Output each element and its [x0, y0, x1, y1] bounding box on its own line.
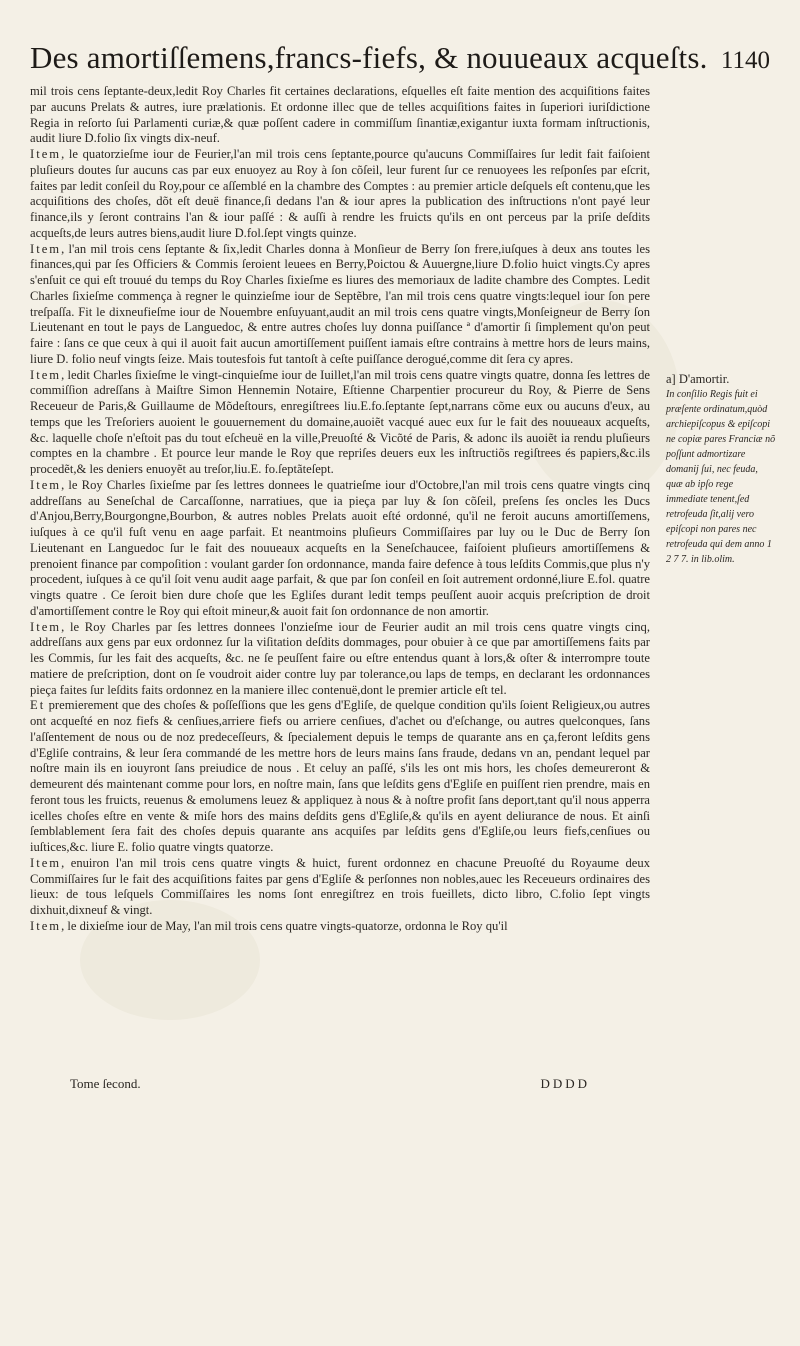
paragraph — [30, 147, 650, 242]
margin-note-label: a] D'amortir. — [666, 372, 730, 386]
running-title: Des amortiſſemens,francs-fiefs, & nouueaux acqueſts. — [30, 40, 708, 75]
paragraph — [30, 919, 650, 935]
paragraph — [30, 84, 650, 147]
paragraph-text: premierement que des choſes & poſſeſſions que les gens d'Egliſe, de quelque condition qu'ils ſoient Religieux,ou autres ont acqueſté en noz fiefs & cenſiues,arriere fiefs ou arriere cenſiues, d'achet ou d'eſchange, ou autres quelconques, ſans l'aſſentement de nous ou de noz predeceſſeurs, & ſpecialement depuis le temps de quarante ans en ça,feront leſdits gens d'Egliſe contrains, & leur ſera commandé de les mettre hors de leurs mains ſans fraude, dedans vn an, pendant lequel par noſtre main ils en iouyront ſans preiudice de nous . Et celuy an paſſé, s'ils les ont mis hors, les choſes demeureront & demeurent dés maintenant comme pour lors, en noſtre main, ſans que leſdits gens d'Egliſe en puiſſent rien prendre, mais en feront tous les fruicts, reuenus & emolumens leuez & appliquez à nous & à noſtre profit ſans deport,tant qu'il nous apperra icelles choſes eſtre en vente & miſe hors des mains deſdits gens d'Egliſe,& qu'ils en ayent deliurance de nous. Et ainſi ſemblablement ſera fait des choſes depuis quarante ans acquiſes par leſdits gens d'Egliſe,ou leurs fiefs,cenſiues ou iuſtices,&c. liure E. folio quatre vingts quatorze. — [30, 698, 650, 854]
margin-note — [666, 372, 776, 567]
paragraph-text: mil trois cens ſeptante-deux,ledit Roy Charles fit certaines declarations, eſquelles eſt faite mention des acquiſitions faites par aucuns Prelats & autres, iure prælationis. Et ordonne illec que de telles acquiſitions faites in ſuperiori iuriſdictione Regia in reſorto ſui Parlamenti curiæ,& quæ poſſent cadere in commiſſum ſinantiæ,exigantur iuxta formam inſtructionis, audit liure D.folio ſix vingts dix-neuf. — [30, 84, 650, 146]
signature-mark: DDDD — [540, 1076, 590, 1091]
paragraph-text: , le Roy Charles ſixieſme par ſes lettres donnees le quatrieſme iour d'Octobre,l'an mil trois cens quatre vingts cinq addreſſans au Seneſchal de Carcaſſonne, narratiues, que ia pieça par luy & ſon cõſeil, preſens ſes oncles les Ducs d'Anjou,Berry,Bourgongne,Bourbon, & autres nobles Prelats auoit eſté ordonné, qu'il ne feroit aucuns amortiſſemens, iuſques à ce qu'il fuſt venu en aage parfait. Et neantmoins pluſieurs Commiſſaires par luy ou le Duc de Berry ſon Lieutenant en Languedoc ſur le fait des nouueaux acqueſts en la Seneſchaucee, faiſoient pluſieurs amortiſſemens & prenoient finance par compoſition : voulant garder ſon ordonnance, manda faire defence à tous leſdits Commis,que plus n'y procedent, iuſques à ce qu'il ſoit venu audit aage parfait, & que par ſon conſeil en ſoit autrement ordonné,liure E.fol. quatre vingts quatre . Ce ſeroit bien dure choſe que les Egliſes durant ledit temps peuſſent auoir acquis preſcription de droit d'amortiſſement contre le Roy qui eſtoit mineur,& auoit fait ſon ordonnance de non amortir. — [30, 477, 650, 618]
page-footer — [70, 1076, 630, 1092]
paragraph-lead: Item — [30, 918, 62, 933]
paragraph-lead: Item — [30, 619, 62, 634]
paragraph-text: , ledit Charles ſixieſme le vingt-cinquieſme iour de Iuillet,l'an mil trois cens quatre vingts quatre, donna ſes lettres de commiſſion adreſſans à Maiſtre Simon Hennemin Notaire, Eſtienne Charpentier procureur du Roy, & Pierre de Sens Receueur de Paris,& Guillaume de Mõdeſtours, enregiſtrees liu.E.fo.ſeptante ſept,narrans cõme eux ou aucuns d'eux, au temps que les Treſoriers auoient le gouuernement du domaine,auoiẽt vacqué auec eux ſur le fait des nouueaux acqueſts, &c. laquelle choſe n'eſtoit pas du tout eſcheuë en la ville,Preuoſté & Vicõté de Paris, & adonc ils auoiẽt ia rendu pluſieurs comptes en la chambre . Et pource leur mande le Roy que repriſes deuers eux les inſtructiõs regiſtrees és papiers,&c.ils procedẽt,& les deniers enuoyẽt au treſor,liu.E. fo.ſeptãteſept. — [30, 367, 650, 476]
main-text — [30, 84, 650, 935]
paragraph-text: , le dixieſme iour de May, l'an mil trois cens quatre vingts-quatorze, ordonna le Roy qu'il — [61, 918, 508, 933]
page-header — [30, 40, 770, 80]
paragraph — [30, 242, 650, 368]
paragraph-text: , le quatorzieſme iour de Feurier,l'an mil trois cens ſeptante,pource qu'aucuns Commiſſaires ſur ledit fait faiſoient pluſieurs doutes ſur aucuns cas par eux enuoyez au Roy à ſon cõſeil, leur furent ſur ce renuoyees les reſponſes par eſcrit, faites par ledit conſeil du Roy,pour ce aſſemblé en la chambre des Comptes : au premier article deſquels eſt contenu,que les acquiſitions des choſes, dõt eſt deuë finance,ſi dedans l'an & iour apres la publication des inſtructions n'ont payé leur finance,ils y ſeront contrains l'an & iour paſſé : & auſſi à rendre les fruicts qu'ils en ont perceus par la priſe deſdits acqueſts,de leurs autres biens,audit liure D.fol.ſept vingts quinze. — [30, 147, 650, 240]
paragraph — [30, 368, 650, 478]
margin-note-latin: In conſilio Regis fuit ei præſente ordinatum,quòd archiepiſcopus & epiſcopi ne copiæ pares Franciæ nõ poſſunt admortizare domanij ſui, nec feuda, quæ ab ipſo rege immediate tenent,ſed retrofeuda ſit,alij vero epiſcopi non pares nec retrofeuda qui dem anno 1 2 7 7. in lib.olim. — [666, 389, 776, 565]
paragraph — [30, 620, 650, 699]
paragraph-lead: Item — [30, 855, 62, 870]
volume-label: Tome ſecond. — [70, 1076, 141, 1091]
paragraph — [30, 698, 650, 856]
folio-number: 1140 — [720, 47, 770, 74]
paragraph-text: , l'an mil trois cens ſeptante & ſix,ledit Charles donna à Monſieur de Berry ſon frere,iuſques à deux ans toutes les finances,qui par ſes Officiers & Commis ſeroient leuees en Berry,Poictou & Auuergne,liure D.folio huict vingts.Cy apres s'enſuit ce qui eſt trouué du temps du Roy Charles ſixieſme es liures des memoriaux de ladite chambre des Comptes. Ledit Charles ſixieſme commença à regner le quinzieſme iour de Septẽbre, l'an mil trois cens quatre vingts:lequel iour ſon pere treſpaſſa. Fit le dixneufieſme iour de Nouembre enſuyuant,audit an mil trois cens quatre vingts,Monſeigneur de Berry ſon Lieutenant en tout le pays de Languedoc, & entre autres choſes luy donna puiſſance ª d'amortir ſi ſimplement qu'on peut faire : ſans ce que ceux à qui il auoit fait aucun amortiſſement puiſſent iamais eſtre contrains à mettre hors de leurs mains, liure D. folio neuf vingts ſeize. Mais toutesfois fut tantoſt à ceſte puiſſance derogué,comme dit ſera cy apres. — [30, 241, 650, 366]
paragraph-text: , le Roy Charles par ſes lettres donnees l'onzieſme iour de Feurier audit an mil trois cens quatre vingts cinq, addreſſans aux gens par eux ordonnez ſur la viſitation deſdits dommages, pour obuier à ce que par amortiſſemens faits par les Commis, ſur les fait des acqueſts, &c. ne ſe peuſſent faire ou eſtre entendus quant à lors,& oſter & interrompre toute matiere de preſcription, dont on ſe voudroit aider contre luy par tolerance,ou laps de temps, en declarant les ordonnances pieça faites ſur leſdits faits ordonnez en la maniere illec contenuë,dont le premier article eſt tel. — [30, 619, 650, 697]
paragraph-text: , enuiron l'an mil trois cens quatre vingts & huict, furent ordonnez en chacune Preuoſté du Royaume deux Commiſſaires ſur le fait des acquiſitions faites par gens d'Egliſe & perſonnes non nobles,auec les Receueurs ordinaires des lieux: de tous leſquels Commiſſaires les noms ſont enregiſtrez en trois fueillets, dicto libro, C.folio ſept vingts dixhuit,dixneuf & vingt. — [30, 855, 650, 917]
paragraph — [30, 478, 650, 620]
paragraph-lead: Item — [30, 241, 62, 256]
paragraph-lead: Item — [30, 147, 62, 161]
paragraph-lead: Et — [30, 698, 46, 713]
paragraph-lead: Item — [30, 477, 62, 492]
paragraph — [30, 856, 650, 919]
paragraph-lead: Item — [30, 367, 62, 382]
